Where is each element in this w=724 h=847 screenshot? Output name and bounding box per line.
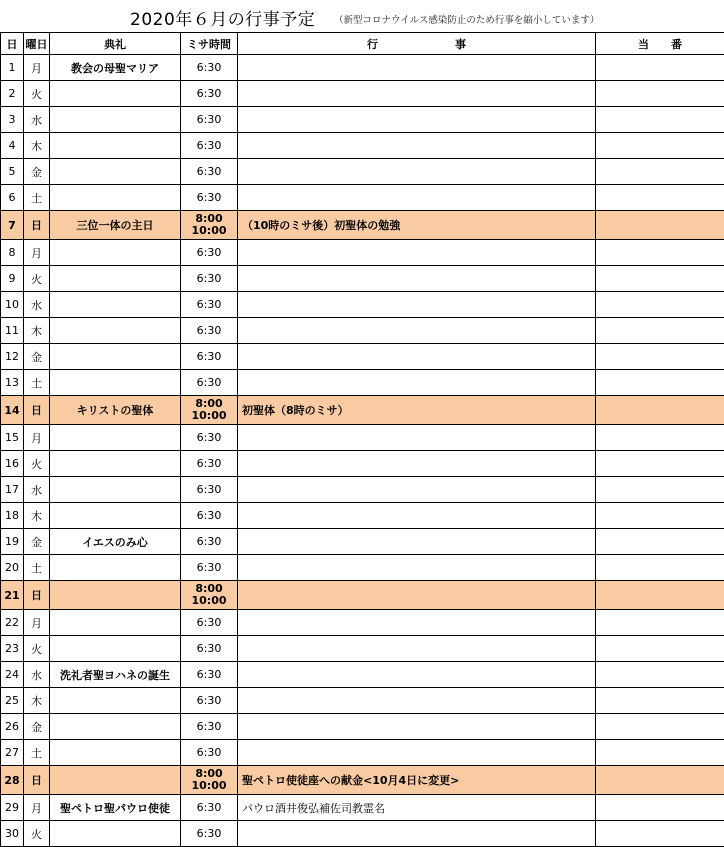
table-row: [1, 211, 724, 240]
cell-mass-time: [181, 370, 238, 396]
mass-time: 10:00: [181, 595, 237, 607]
cell-event: [238, 318, 596, 344]
cell-event: [238, 688, 596, 714]
header-row: [1, 33, 724, 55]
cell-mass-time: [181, 821, 238, 847]
mass-time: 6:30: [181, 299, 237, 311]
cell-day: 3: [1, 107, 24, 133]
cell-mass-time: [181, 610, 238, 636]
cell-weekday: 水: [24, 477, 50, 503]
cell-weekday: 水: [24, 107, 50, 133]
cell-day: 17: [1, 477, 24, 503]
cell-duty: [596, 318, 724, 344]
table-row: [1, 477, 724, 503]
cell-liturgy: [50, 107, 181, 133]
header-weekday: 曜日: [24, 33, 50, 55]
cell-weekday: 日: [24, 766, 50, 795]
cell-mass-time: [181, 133, 238, 159]
cell-liturgy: [50, 81, 181, 107]
cell-weekday: 月: [24, 425, 50, 451]
table-row: [1, 451, 724, 477]
cell-day: 23: [1, 636, 24, 662]
mass-time: 6:30: [181, 643, 237, 655]
cell-event: [238, 266, 596, 292]
cell-duty: [596, 821, 724, 847]
cell-mass-time: [181, 107, 238, 133]
mass-time: 10:00: [181, 780, 237, 792]
cell-liturgy: [50, 688, 181, 714]
cell-duty: [596, 266, 724, 292]
cell-weekday: 金: [24, 344, 50, 370]
cell-event: パウロ酒井俊弘補佐司教霊名: [238, 795, 596, 821]
cell-day: 11: [1, 318, 24, 344]
header-duty: 当 番: [596, 33, 724, 55]
table-row: [1, 636, 724, 662]
table-row: [1, 133, 724, 159]
cell-event: 聖ペトロ使徒座への献金<10月4日に変更>: [238, 766, 596, 795]
table-row: [1, 344, 724, 370]
cell-weekday: 月: [24, 55, 50, 81]
cell-event: [238, 477, 596, 503]
cell-liturgy: [50, 266, 181, 292]
cell-day: 7: [1, 211, 24, 240]
cell-weekday: 火: [24, 821, 50, 847]
cell-duty: [596, 688, 724, 714]
cell-event: 初聖体（8時のミサ）: [238, 396, 596, 425]
mass-time: 6:30: [181, 351, 237, 363]
cell-day: 8: [1, 240, 24, 266]
table-row: [1, 55, 724, 81]
mass-time: 6:30: [181, 721, 237, 733]
cell-event: [238, 55, 596, 81]
cell-mass-time: [181, 477, 238, 503]
cell-day: 10: [1, 292, 24, 318]
table-row: [1, 766, 724, 795]
cell-day: 6: [1, 185, 24, 211]
mass-time: 6:30: [181, 802, 237, 814]
cell-weekday: 土: [24, 185, 50, 211]
cell-liturgy: 三位一体の主日: [50, 211, 181, 240]
mass-time: 6:30: [181, 377, 237, 389]
header-event: 行 事: [238, 33, 596, 55]
cell-weekday: 木: [24, 133, 50, 159]
cell-duty: [596, 610, 724, 636]
cell-event: [238, 425, 596, 451]
table-row: [1, 714, 724, 740]
cell-day: 4: [1, 133, 24, 159]
cell-mass-time: [181, 266, 238, 292]
mass-time: 6:30: [181, 695, 237, 707]
table-row: [1, 240, 724, 266]
cell-mass-time: [181, 292, 238, 318]
cell-weekday: 水: [24, 662, 50, 688]
cell-mass-time: [181, 211, 238, 240]
cell-liturgy: イエスのみ心: [50, 529, 181, 555]
cell-duty: [596, 159, 724, 185]
cell-duty: [596, 55, 724, 81]
cell-day: 30: [1, 821, 24, 847]
cell-day: 29: [1, 795, 24, 821]
cell-event: [238, 503, 596, 529]
table-row: [1, 185, 724, 211]
cell-duty: [596, 555, 724, 581]
cell-weekday: 火: [24, 636, 50, 662]
cell-duty: [596, 133, 724, 159]
table-row: [1, 610, 724, 636]
cell-event: [238, 185, 596, 211]
cell-liturgy: [50, 185, 181, 211]
cell-mass-time: [181, 425, 238, 451]
cell-duty: [596, 766, 724, 795]
header-mass-time: ミサ時間: [181, 33, 238, 55]
cell-day: 15: [1, 425, 24, 451]
cell-liturgy: [50, 714, 181, 740]
table-row: [1, 529, 724, 555]
cell-event: [238, 133, 596, 159]
mass-time: 6:30: [181, 273, 237, 285]
cell-weekday: 火: [24, 81, 50, 107]
cell-duty: [596, 795, 724, 821]
cell-liturgy: [50, 581, 181, 610]
mass-time: 8:00: [181, 768, 237, 780]
cell-duty: [596, 344, 724, 370]
header-day: 日: [1, 33, 24, 55]
cell-mass-time: [181, 318, 238, 344]
cell-liturgy: [50, 636, 181, 662]
table-row: [1, 688, 724, 714]
cell-day: 22: [1, 610, 24, 636]
table-row: [1, 425, 724, 451]
cell-event: [238, 159, 596, 185]
cell-liturgy: [50, 292, 181, 318]
mass-time: 8:00: [181, 583, 237, 595]
cell-event: [238, 740, 596, 766]
cell-liturgy: [50, 159, 181, 185]
cell-event: [238, 529, 596, 555]
cell-mass-time: [181, 555, 238, 581]
mass-time: 6:30: [181, 140, 237, 152]
cell-duty: [596, 529, 724, 555]
cell-day: 26: [1, 714, 24, 740]
cell-mass-time: [181, 581, 238, 610]
table-row: [1, 795, 724, 821]
cell-weekday: 金: [24, 159, 50, 185]
cell-event: [238, 344, 596, 370]
cell-weekday: 金: [24, 529, 50, 555]
cell-weekday: 土: [24, 555, 50, 581]
cell-duty: [596, 240, 724, 266]
cell-day: 14: [1, 396, 24, 425]
cell-day: 19: [1, 529, 24, 555]
cell-duty: [596, 636, 724, 662]
cell-mass-time: [181, 240, 238, 266]
table-row: [1, 292, 724, 318]
cell-duty: [596, 740, 724, 766]
cell-weekday: 土: [24, 370, 50, 396]
cell-liturgy: [50, 318, 181, 344]
cell-mass-time: [181, 714, 238, 740]
cell-event: [238, 821, 596, 847]
mass-time: 8:00: [181, 398, 237, 410]
table-row: [1, 662, 724, 688]
cell-duty: [596, 211, 724, 240]
cell-liturgy: [50, 133, 181, 159]
cell-mass-time: [181, 159, 238, 185]
table-row: [1, 81, 724, 107]
cell-duty: [596, 185, 724, 211]
mass-time: 6:30: [181, 192, 237, 204]
cell-liturgy: [50, 503, 181, 529]
mass-time: 6:30: [181, 166, 237, 178]
cell-liturgy: [50, 610, 181, 636]
cell-event: [238, 555, 596, 581]
cell-mass-time: [181, 662, 238, 688]
mass-time: 6:30: [181, 432, 237, 444]
cell-event: [238, 370, 596, 396]
cell-duty: [596, 370, 724, 396]
cell-mass-time: [181, 503, 238, 529]
mass-time: 6:30: [181, 458, 237, 470]
cell-day: 2: [1, 81, 24, 107]
cell-mass-time: [181, 529, 238, 555]
cell-duty: [596, 714, 724, 740]
cell-weekday: 木: [24, 503, 50, 529]
cell-weekday: 日: [24, 396, 50, 425]
cell-event: （10時のミサ後）初聖体の勉強: [238, 211, 596, 240]
cell-mass-time: [181, 766, 238, 795]
mass-time: 6:30: [181, 562, 237, 574]
table-row: [1, 370, 724, 396]
cell-liturgy: [50, 451, 181, 477]
cell-weekday: 木: [24, 318, 50, 344]
page-title: 2020年６月の行事予定: [130, 5, 315, 30]
table-row: [1, 266, 724, 292]
cell-liturgy: [50, 821, 181, 847]
cell-mass-time: [181, 81, 238, 107]
mass-time: 6:30: [181, 747, 237, 759]
cell-day: 13: [1, 370, 24, 396]
cell-event: [238, 81, 596, 107]
cell-duty: [596, 107, 724, 133]
cell-liturgy: 教会の母聖マリア: [50, 55, 181, 81]
cell-event: [238, 240, 596, 266]
cell-mass-time: [181, 688, 238, 714]
cell-day: 1: [1, 55, 24, 81]
cell-day: 12: [1, 344, 24, 370]
cell-event: [238, 107, 596, 133]
cell-liturgy: [50, 344, 181, 370]
cell-day: 20: [1, 555, 24, 581]
cell-mass-time: [181, 344, 238, 370]
cell-weekday: 日: [24, 211, 50, 240]
table-row: [1, 396, 724, 425]
cell-mass-time: [181, 185, 238, 211]
cell-event: [238, 636, 596, 662]
cell-day: 24: [1, 662, 24, 688]
table-row: [1, 318, 724, 344]
cell-event: [238, 292, 596, 318]
cell-mass-time: [181, 451, 238, 477]
mass-time: 6:30: [181, 114, 237, 126]
cell-liturgy: [50, 370, 181, 396]
mass-time: 6:30: [181, 62, 237, 74]
table-row: [1, 555, 724, 581]
cell-mass-time: [181, 396, 238, 425]
cell-liturgy: [50, 425, 181, 451]
cell-weekday: 月: [24, 795, 50, 821]
table-row: [1, 159, 724, 185]
mass-time: 6:30: [181, 828, 237, 840]
mass-time: 6:30: [181, 669, 237, 681]
cell-weekday: 土: [24, 740, 50, 766]
cell-event: [238, 451, 596, 477]
cell-weekday: 木: [24, 688, 50, 714]
cell-duty: [596, 581, 724, 610]
mass-time: 6:30: [181, 247, 237, 259]
cell-liturgy: [50, 555, 181, 581]
page-note: （新型コロナウイルス感染防止のため行事を縮小しています）: [334, 12, 599, 26]
cell-liturgy: [50, 740, 181, 766]
cell-weekday: 火: [24, 451, 50, 477]
cell-weekday: 日: [24, 581, 50, 610]
cell-liturgy: 洗礼者聖ヨハネの誕生: [50, 662, 181, 688]
cell-weekday: 月: [24, 240, 50, 266]
cell-weekday: 水: [24, 292, 50, 318]
title-row: [0, 0, 724, 32]
cell-liturgy: [50, 477, 181, 503]
cell-event: [238, 610, 596, 636]
header-liturgy: 典礼: [50, 33, 181, 55]
mass-time: 6:30: [181, 484, 237, 496]
cell-day: 21: [1, 581, 24, 610]
cell-duty: [596, 425, 724, 451]
cell-weekday: 金: [24, 714, 50, 740]
cell-day: 16: [1, 451, 24, 477]
cell-duty: [596, 396, 724, 425]
cell-mass-time: [181, 795, 238, 821]
mass-time: 6:30: [181, 536, 237, 548]
mass-time: 6:30: [181, 88, 237, 100]
cell-liturgy: 聖ペトロ聖パウロ使徒: [50, 795, 181, 821]
table-row: [1, 107, 724, 133]
cell-duty: [596, 292, 724, 318]
mass-time: 10:00: [181, 410, 237, 422]
table-row: [1, 740, 724, 766]
cell-mass-time: [181, 636, 238, 662]
mass-time: 6:30: [181, 325, 237, 337]
cell-weekday: 火: [24, 266, 50, 292]
cell-event: [238, 714, 596, 740]
cell-event: [238, 662, 596, 688]
cell-day: 28: [1, 766, 24, 795]
cell-duty: [596, 662, 724, 688]
mass-time: 6:30: [181, 510, 237, 522]
schedule-table: [0, 32, 724, 847]
cell-day: 18: [1, 503, 24, 529]
cell-duty: [596, 81, 724, 107]
cell-liturgy: キリストの聖体: [50, 396, 181, 425]
table-row: [1, 503, 724, 529]
table-row: [1, 821, 724, 847]
cell-day: 25: [1, 688, 24, 714]
cell-event: [238, 581, 596, 610]
cell-liturgy: [50, 766, 181, 795]
cell-duty: [596, 477, 724, 503]
cell-weekday: 月: [24, 610, 50, 636]
cell-day: 9: [1, 266, 24, 292]
cell-day: 27: [1, 740, 24, 766]
cell-mass-time: [181, 55, 238, 81]
cell-mass-time: [181, 740, 238, 766]
mass-time: 8:00: [181, 213, 237, 225]
cell-duty: [596, 503, 724, 529]
table-row: [1, 581, 724, 610]
mass-time: 10:00: [181, 225, 237, 237]
mass-time: 6:30: [181, 617, 237, 629]
cell-duty: [596, 451, 724, 477]
cell-liturgy: [50, 240, 181, 266]
cell-day: 5: [1, 159, 24, 185]
